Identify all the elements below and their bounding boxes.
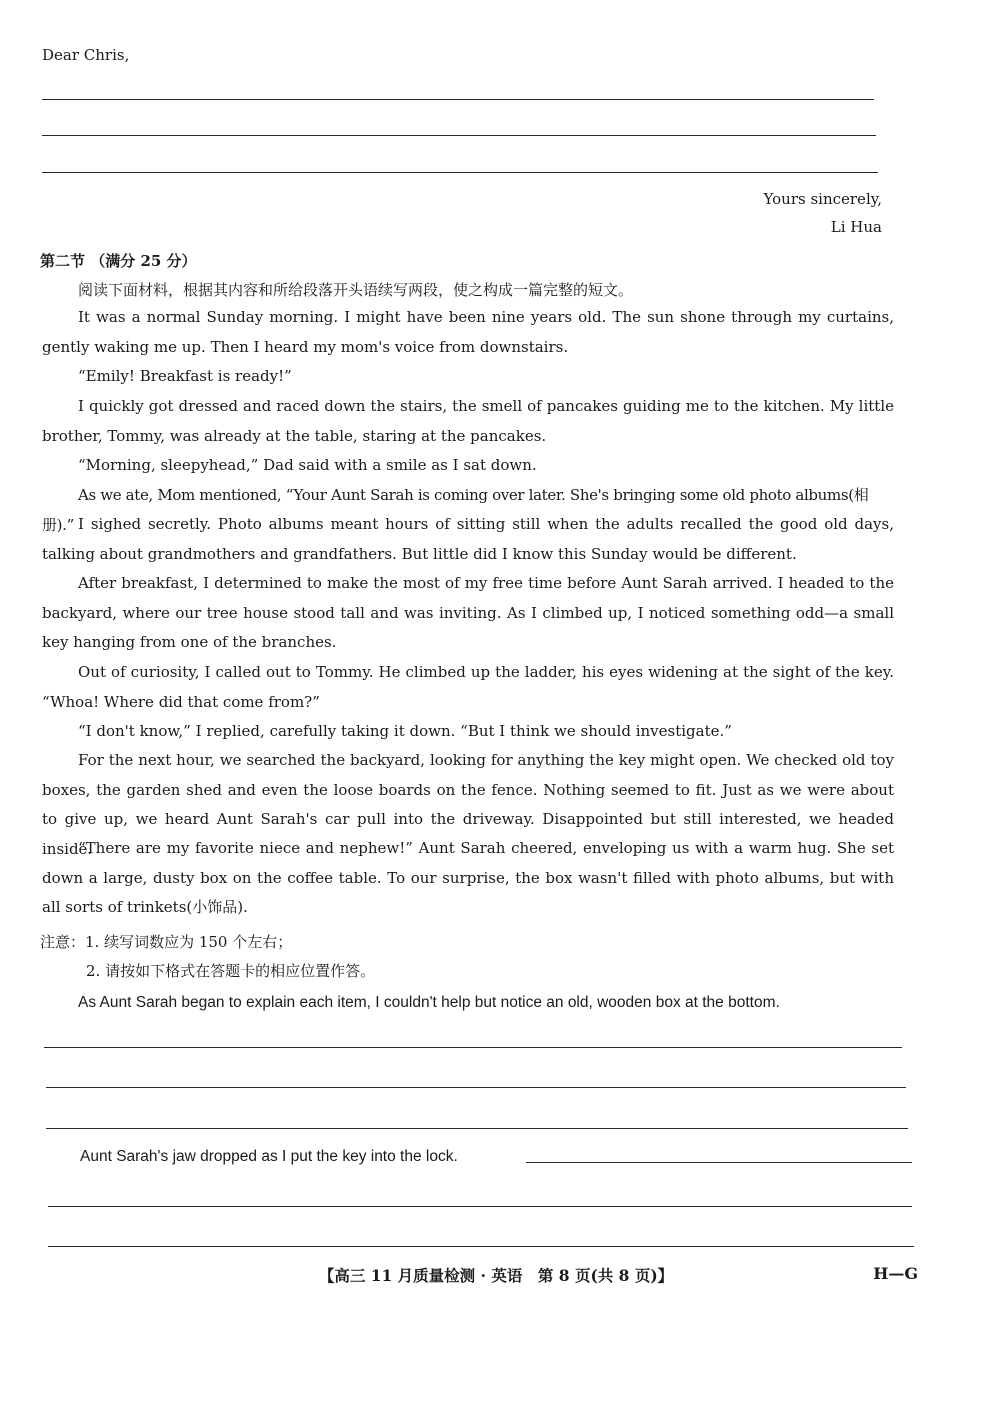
- page-footer: 【高三 11 月质量检测 · 英语 第 8 页(共 8 页)】: [318, 1266, 674, 1285]
- writing-line: [42, 99, 874, 100]
- story-paragraph: For the next hour, we searched the backyard, looking for anything the key might open. We checked old toy boxes, the garden shed and even the loose boards on the fence. Nothing seemed to fit. Just as we were about to give up, we heard Aunt Sarah's car pull into the driveway. Disappointed but still interested, we headed inside.: [42, 751, 894, 858]
- story-paragraph: “There are my favorite niece and nephew!” Aunt Sarah cheered, enveloping us with a warm hug. She set down a large, dusty box on the coffee table. To our surprise, the box wasn't filled with photo albums, but with all sorts of trinkets(小饰品).: [42, 839, 894, 916]
- writing-line: [42, 135, 876, 136]
- note-word-count: 注意：1. 续写词数应为 150 个左右；: [40, 933, 293, 951]
- writing-line: [46, 1128, 908, 1129]
- story-paragraph: I quickly got dressed and raced down the stairs, the smell of pancakes guiding me to the kitchen. My little brother, Tommy, was already at the table, staring at the pancakes.: [42, 397, 894, 445]
- note-answer-format: 2. 请按如下格式在答题卡的相应位置作答。: [86, 962, 376, 980]
- writing-line: [42, 172, 878, 173]
- story-paragraph: Out of curiosity, I called out to Tommy. He climbed up the ladder, his eyes widening at the sight of the key. “Whoa! Where did that come from?”: [42, 663, 894, 711]
- continuation-opening-2: Aunt Sarah's jaw dropped as I put the key into the lock.: [80, 1148, 458, 1165]
- letter-signature: Li Hua: [830, 218, 882, 236]
- story-paragraph: “Morning, sleepyhead,” Dad said with a smile as I sat down.: [78, 456, 537, 474]
- story-paragraph: As we ate, Mom mentioned, “Your Aunt Sarah is coming over later. She's bringing some old photo albums(相册).”: [42, 486, 869, 534]
- story-paragraph: After breakfast, I determined to make the most of my free time before Aunt Sarah arrived. I headed to the backyard, where our tree house stood tall and was inviting. As I climbed up, I noticed something odd—a small key hanging from one of the branches.: [42, 574, 894, 651]
- paper-code: H—G: [873, 1264, 918, 1283]
- continuation-opening-1: As Aunt Sarah began to explain each item, I couldn't help but notice an old, wooden box at the bottom.: [78, 994, 780, 1011]
- writing-line: [526, 1162, 912, 1163]
- section-heading: 第二节 （满分 25 分）: [40, 252, 197, 270]
- story-paragraph: I sighed secretly. Photo albums meant hours of sitting still when the adults recalled the good old days, talking about grandmothers and grandfathers. But little did I know this Sunday would be different.: [42, 515, 894, 563]
- story-paragraph: It was a normal Sunday morning. I might have been nine years old. The sun shone through my curtains, gently waking me up. Then I heard my mom's voice from downstairs.: [42, 308, 894, 356]
- section-instruction: 阅读下面材料，根据其内容和所给段落开头语续写两段，使之构成一篇完整的短文。: [78, 281, 634, 299]
- writing-line: [48, 1246, 914, 1247]
- story-paragraph: “Emily! Breakfast is ready!”: [78, 367, 292, 385]
- writing-line: [44, 1047, 902, 1048]
- writing-line: [48, 1206, 912, 1207]
- letter-greeting: Dear Chris,: [42, 46, 130, 64]
- story-paragraph: “I don't know,” I replied, carefully taking it down. “But I think we should investigate.”: [78, 722, 732, 740]
- letter-closing: Yours sincerely,: [763, 190, 882, 208]
- writing-line: [46, 1087, 906, 1088]
